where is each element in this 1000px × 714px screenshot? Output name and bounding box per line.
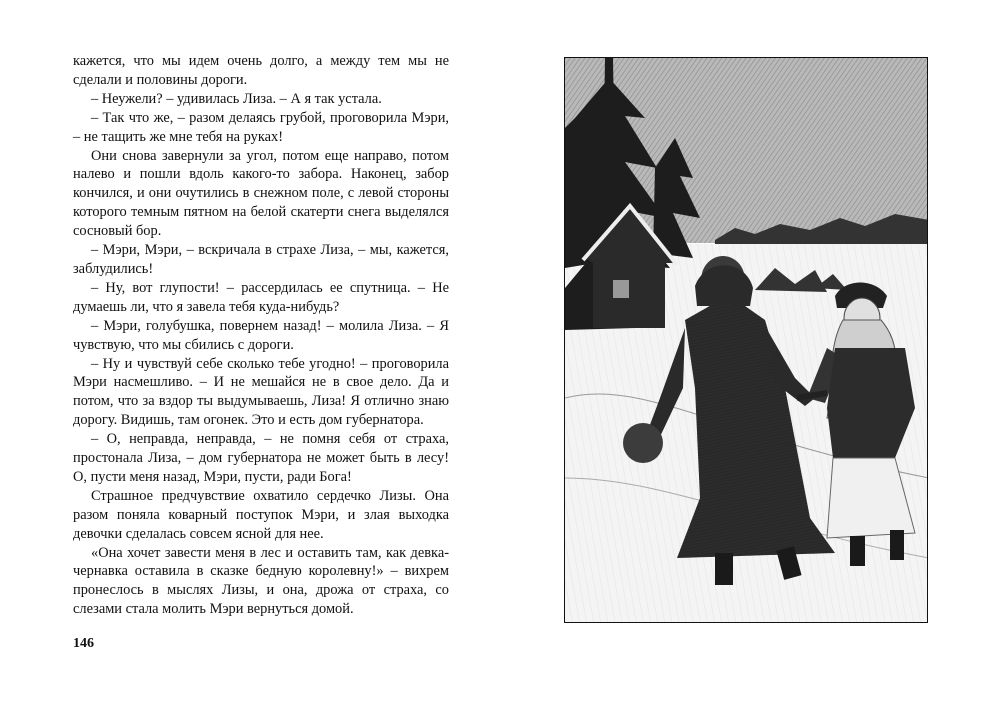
paragraph: – Мэри, Мэри, – вскричала в страхе Лиза, – мы, кажется, заблудились! [73, 242, 449, 277]
paragraph: «Она хочет завести меня в лес и оставить там, как девка-чернавка оставила в сказке бедную королевну!» – вихрем пронеслось в мыслях Лизы, и она, дрожа от страха, со слезами стала молить Мэри вернуться домой. [73, 544, 449, 618]
paragraph: Страшное предчувствие охватило сердечко Лизы. Она разом поняла коварный поступок Мэри, и злая выходка девочки сделалась совсем ясной для нее. [73, 487, 449, 542]
illustration-drawing [565, 58, 928, 623]
winter-illustration [564, 57, 928, 623]
main-text [73, 52, 449, 619]
paragraph: кажется, что мы идем очень долго, а между тем мы не сделали и половины дороги. [73, 53, 449, 88]
paragraph: – О, неправда, неправда, – не помня себя от страха, простонала Лиза, – дом губернатора не может быть в лесу! О, пусти меня назад, Мэри, пусти, ради Бога! [73, 431, 449, 485]
paragraph: – Мэри, голубушка, повернем назад! – молила Лиза. – Я чувствую, что мы сбились с дороги. [73, 317, 449, 353]
paragraph: – Неужели? – удивилась Лиза. – А я так устала. [91, 90, 382, 107]
page-number: 146 [73, 636, 94, 651]
paragraph: – Так что же, – разом делаясь грубой, проговорила Мэри, – не тащить же мне тебя на руках! [73, 109, 449, 145]
paragraph: – Ну и чувствуй себе сколько тебе угодно! – проговорила Мэри насмешливо. – И не мешайся не в свое дело. Да и потом, что за вздор ты выдумываешь, Лиза! Я отлично знаю дорогу. Видишь, там огонек. Это и есть дом губернатора. [73, 355, 449, 429]
paragraph: Они снова завернули за угол, потом еще направо, потом налево и пошли вдоль какого-то забора. Наконец, забор кончился, и они очутились в снежном поле, с левой стороны которого темным пятном на белой скатерти снега выделялся сосновый бор. [73, 147, 449, 240]
paragraph: – Ну, вот глупости! – рассердилась ее спутница. – Не думаешь ли, что я завела тебя куда-нибудь? [73, 279, 449, 315]
